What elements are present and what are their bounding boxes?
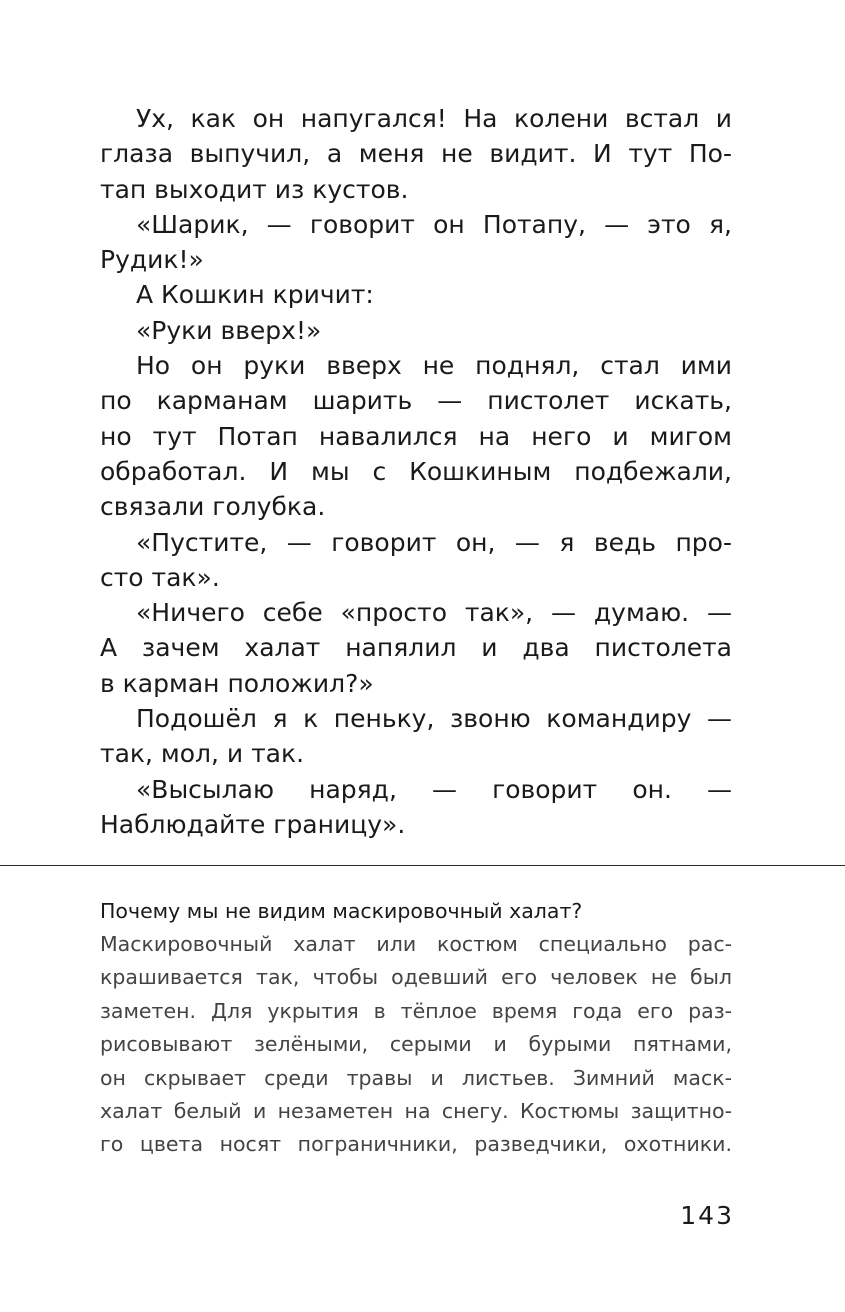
story-line: Ух, как он напугался! На колени встал и [136, 104, 732, 133]
story-line: Но он руки вверх не поднял, стал ими [136, 351, 732, 381]
story-line: «Ничего себе «просто так», — думаю. — [136, 598, 732, 628]
story-line: связали голубка. [100, 492, 326, 522]
info-box-line: го цвета носят пограничники, разведчики, охотники. [100, 1132, 732, 1157]
story-line: Наблюдайте границу». [100, 809, 406, 839]
story-line: Рудик!» [100, 245, 204, 275]
story-line: обработал. И мы с Кошкиным подбежали, [100, 456, 732, 486]
story-line: так, мол, и так. [100, 739, 305, 769]
story-line: «Высылаю наряд, — говорит он. — [136, 774, 732, 804]
story-line: А зачем халат напялил и два пистолета [100, 633, 732, 663]
story-line: «Руки вверх!» [136, 315, 322, 345]
story-line: по карманам шарить — пистолет искать, [100, 386, 732, 416]
info-box-title: Почему мы не видим маскировочный халат? [100, 899, 583, 923]
info-box-line: халат белый и незаметен на снегу. Костюмы защитно- [100, 1098, 732, 1123]
info-box-line: Маскировочный халат или костюм специально рас- [100, 932, 732, 956]
info-box [100, 894, 732, 1162]
page-number: 143 [680, 1201, 734, 1230]
info-box-line: крашивается так, чтобы одевший его человек не был [100, 965, 732, 990]
story-line: А Кошкин кричит: [136, 280, 374, 310]
story-line: глаза выпучил, а меня не видит. И тут По- [100, 139, 732, 169]
story-line: в карман положил?» [100, 668, 374, 698]
story-line: Подошёл я к пеньку, звоню командиру — [136, 704, 732, 734]
story-line: но тут Потап навалился на него и мигом [100, 421, 732, 451]
section-divider [0, 865, 845, 866]
story-text [100, 101, 732, 842]
story-line: «Пустите, — говорит он, — я ведь про- [136, 527, 732, 557]
story-line: «Шарик, — говорит он Потапу, — это я, [136, 209, 732, 239]
story-line: тап выходит из кустов. [100, 174, 409, 204]
story-line: сто так». [100, 562, 220, 592]
info-box-line: он скрывает среди травы и листьев. Зимний маск- [100, 1065, 732, 1090]
info-box-line: заметен. Для укрытия в тёплое время года его раз- [100, 998, 732, 1023]
info-box-line: рисовывают зелёными, серыми и бурыми пятнами, [100, 1032, 732, 1057]
